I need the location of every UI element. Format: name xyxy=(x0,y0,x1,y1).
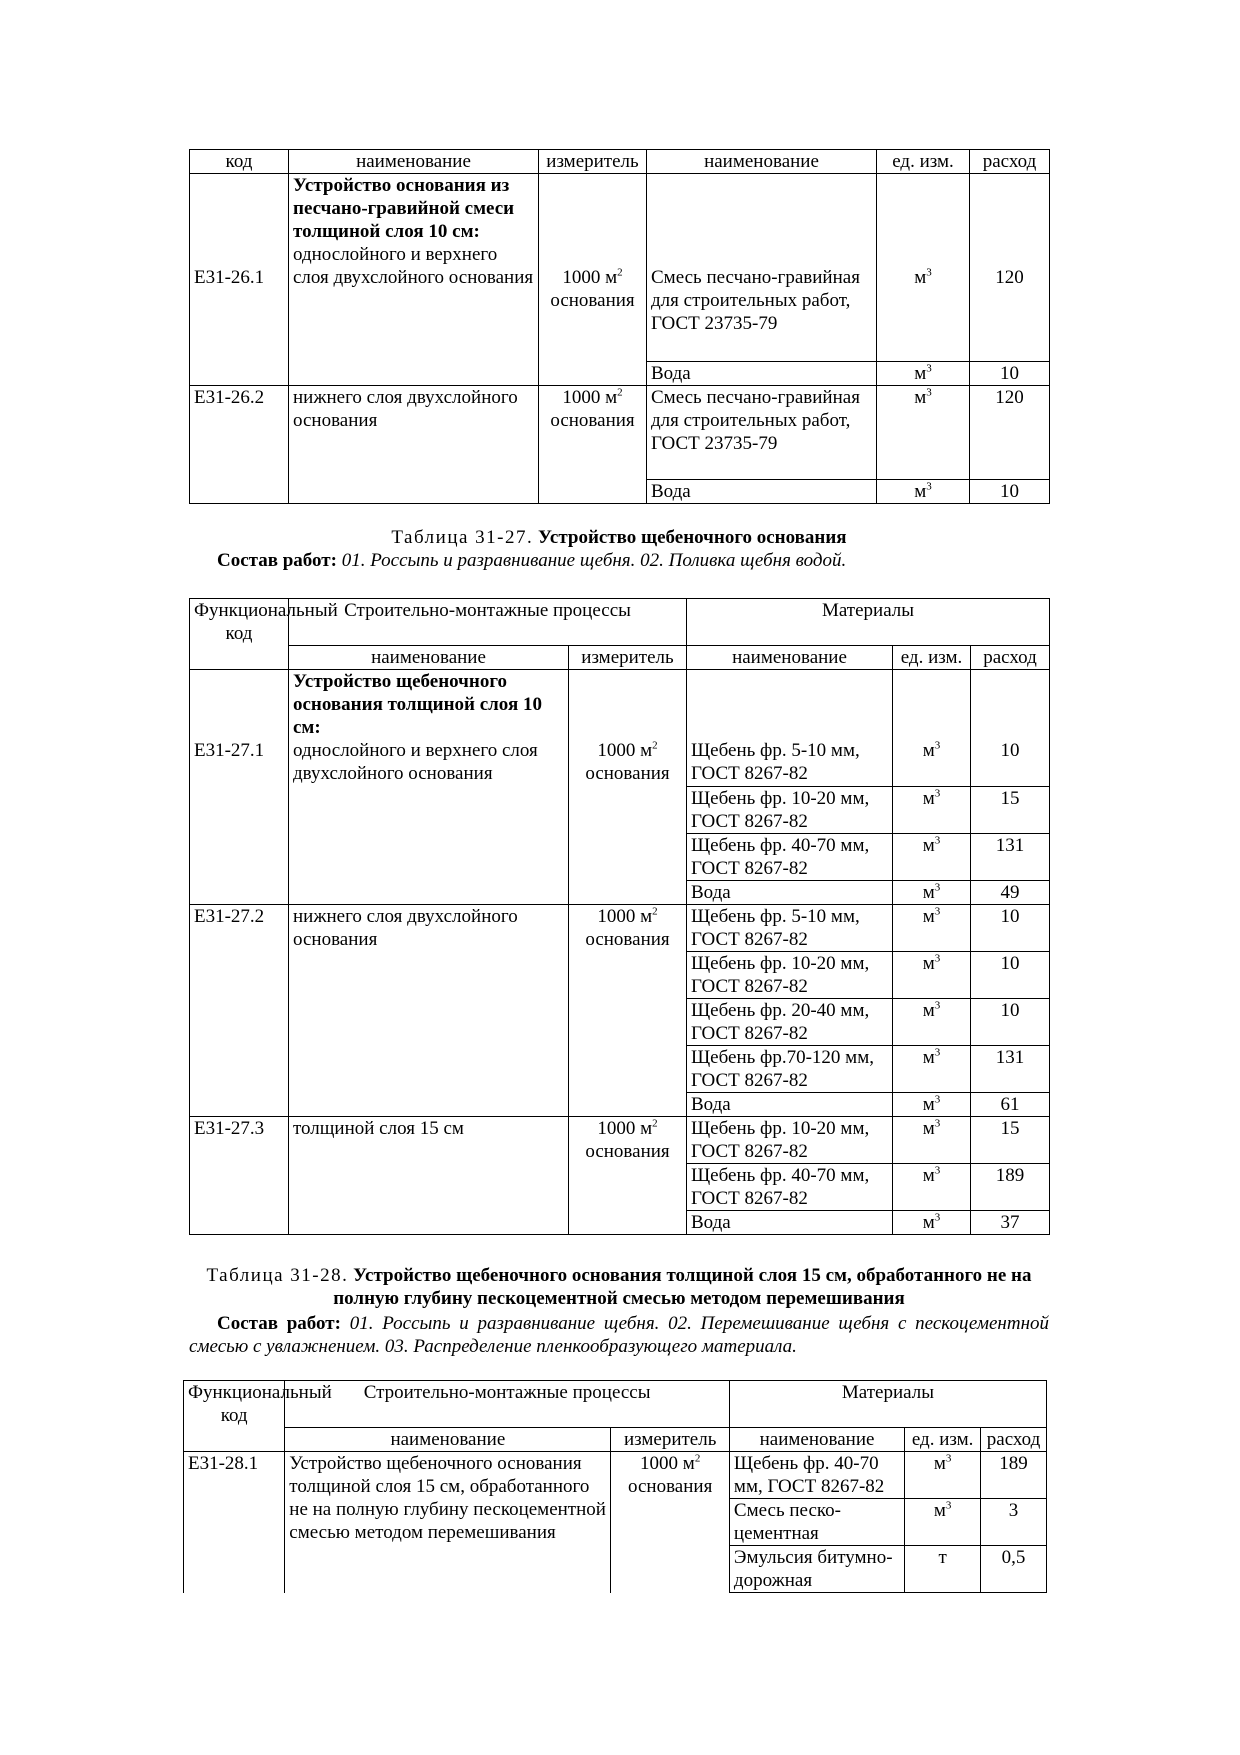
header-material-name: наименование xyxy=(647,150,877,174)
material-name: Щебень фр. 20-40 мм, ГОСТ 8267-82 xyxy=(687,999,893,1046)
material-qty: 37 xyxy=(971,1211,1050,1235)
caption-title: Устройство щебеночного основания толщиной слоя 15 см, обработанного не на полную глубину пескоцементной смесью методом перемешивания xyxy=(333,1265,1032,1309)
row-code: Е31-27.2 xyxy=(190,905,289,1117)
table-31-27 xyxy=(189,598,1050,1235)
header-code: код xyxy=(190,150,289,174)
material-unit: $м^3$ xyxy=(893,952,971,999)
caption-prefix: Таблица 31-28. xyxy=(206,1265,349,1286)
header-unit: ед. изм. xyxy=(893,646,971,670)
row-measure: 1000 $м^2$ основания xyxy=(569,670,687,905)
material-qty: 0,5 xyxy=(981,1546,1047,1593)
material-name: Щебень фр. 10-20 мм, ГОСТ 8267-82 xyxy=(687,952,893,999)
table-31-28 xyxy=(183,1380,1047,1593)
material-qty: 10 xyxy=(971,905,1050,952)
header-process-name: наименование xyxy=(285,1428,611,1452)
row-code: Е31-27.3 xyxy=(190,1117,289,1235)
table-31-27-caption xyxy=(189,526,1049,549)
row-measure: 1000 $м^2$ основания xyxy=(539,174,647,386)
composition-line xyxy=(189,1312,1049,1358)
row-measure: 1000 $м^2$ основания xyxy=(539,386,647,504)
header-material-name: наименование xyxy=(729,1428,904,1452)
material-qty: 61 xyxy=(971,1093,1050,1117)
header-unit: ед. изм. xyxy=(877,150,970,174)
material-unit: $м^3$ xyxy=(877,174,970,362)
material-name: Эмульсия битумно-дорожная xyxy=(729,1546,904,1593)
row-measure: 1000 $м^2$ основания xyxy=(569,905,687,1117)
material-unit: $м^3$ xyxy=(893,999,971,1046)
row-code: Е31-26.2 xyxy=(190,386,289,504)
material-name: Щебень фр.70-120 мм, ГОСТ 8267-82 xyxy=(687,1046,893,1093)
material-name: Щебень фр. 5-10 мм, ГОСТ 8267-82 xyxy=(687,905,893,952)
material-qty: 131 xyxy=(971,1046,1050,1093)
material-unit: $м^3$ xyxy=(893,834,971,881)
material-unit: $м^3$ xyxy=(893,1117,971,1164)
material-qty: 10 xyxy=(970,362,1050,386)
material-qty: 49 xyxy=(971,881,1050,905)
section-title: Устройство щебеночного основания толщиной слоя 10 см: xyxy=(293,671,542,738)
material-qty: 10 xyxy=(971,999,1050,1046)
material-qty: 10 xyxy=(971,670,1050,787)
material-qty: 3 xyxy=(981,1499,1047,1546)
row-description xyxy=(289,174,539,386)
description-text: однослойного и верхнего слоя двухслойного основания xyxy=(293,244,534,288)
caption-prefix: Таблица 31-27. xyxy=(391,527,534,548)
material-qty: 15 xyxy=(971,1117,1050,1164)
row-description: Устройство щебеночного основания толщиной слоя 15 см, обработанного не на полную глубину пескоцементной смесью методом перемешивания xyxy=(285,1452,611,1593)
material-unit: $м^3$ xyxy=(893,787,971,834)
material-unit: $м^3$ xyxy=(893,1164,971,1211)
material-unit: $м^3$ xyxy=(893,1211,971,1235)
header-process-name: наименование xyxy=(289,150,539,174)
header-functional-code: Функциональный код xyxy=(184,1381,285,1452)
header-process-name: наименование xyxy=(289,646,569,670)
material-unit: $м^3$ xyxy=(877,386,970,480)
material-unit: $м^3$ xyxy=(877,480,970,504)
material-unit: $м^3$ xyxy=(905,1499,981,1546)
material-name: Щебень фр. 10-20 мм, ГОСТ 8267-82 xyxy=(687,1117,893,1164)
material-qty: 120 xyxy=(970,174,1050,362)
material-name: Щебень фр. 5-10 мм, ГОСТ 8267-82 xyxy=(687,670,893,787)
section-title: Устройство основания из песчано-гравийной смеси толщиной слоя 10 см: xyxy=(293,175,515,242)
header-materials: Материалы xyxy=(729,1381,1046,1428)
header-materials: Материалы xyxy=(687,599,1050,646)
material-name: Вода xyxy=(647,480,877,504)
composition-label: Состав работ: xyxy=(217,550,337,571)
header-consumption: расход xyxy=(971,646,1050,670)
material-qty: 189 xyxy=(981,1452,1047,1499)
material-name: Вода xyxy=(687,881,893,905)
material-unit: $м^3$ xyxy=(877,362,970,386)
material-unit: $м^3$ xyxy=(893,905,971,952)
material-name: Щебень фр. 40-70 мм, ГОСТ 8267-82 xyxy=(729,1452,904,1499)
row-description: нижнего слоя двухслойного основания xyxy=(289,386,539,504)
material-name: Вода xyxy=(647,362,877,386)
material-name: Щебень фр. 40-70 мм, ГОСТ 8267-82 xyxy=(687,1164,893,1211)
material-qty: 15 xyxy=(971,787,1050,834)
header-measure: измеритель xyxy=(611,1428,730,1452)
material-unit: $м^3$ xyxy=(893,1093,971,1117)
table-31-26 xyxy=(189,149,1050,504)
composition-label: Состав работ: xyxy=(217,1313,341,1334)
material-name: Вода xyxy=(687,1211,893,1235)
row-code: Е31-27.1 xyxy=(190,670,289,905)
table-31-28-caption xyxy=(189,1264,1049,1310)
header-processes: Строительно-монтажные процессы xyxy=(289,599,687,646)
material-qty: 189 xyxy=(971,1164,1050,1211)
header-consumption: расход xyxy=(970,150,1050,174)
row-code: Е31-26.1 xyxy=(190,174,289,386)
material-name: Смесь песчано-гравийная для строительных работ, ГОСТ 23735-79 xyxy=(647,174,877,362)
material-qty: 10 xyxy=(971,952,1050,999)
row-measure: 1000 $м^2$ основания xyxy=(611,1452,730,1593)
header-processes: Строительно-монтажные процессы xyxy=(285,1381,730,1428)
composition-text: 01. Россыпь и разравнивание щебня. 02. Поливка щебня водой. xyxy=(341,550,847,571)
header-consumption: расход xyxy=(981,1428,1047,1452)
row-description: толщиной слоя 15 см xyxy=(289,1117,569,1235)
material-name: Смесь песко-цементная xyxy=(729,1499,904,1546)
material-qty: 120 xyxy=(970,386,1050,480)
header-material-name: наименование xyxy=(687,646,893,670)
composition-line xyxy=(217,549,1057,572)
material-unit: $м^3$ xyxy=(893,1046,971,1093)
header-measure: измеритель xyxy=(569,646,687,670)
composition-text: 01. Россыпь и разравнивание щебня. 02. Перемешивание щебня с пескоцементной смесью с увлажнением. 03. Распределение пленкообразующего материала. xyxy=(189,1313,1050,1357)
header-functional-code: Функциональный код xyxy=(190,599,289,670)
material-name: Щебень фр. 40-70 мм, ГОСТ 8267-82 xyxy=(687,834,893,881)
row-code: Е31-28.1 xyxy=(184,1452,285,1593)
row-description: нижнего слоя двухслойного основания xyxy=(289,905,569,1117)
material-unit: т xyxy=(905,1546,981,1593)
material-unit: $м^3$ xyxy=(893,670,971,787)
material-qty: 10 xyxy=(970,480,1050,504)
header-measure: измеритель xyxy=(539,150,647,174)
material-name: Смесь песчано-гравийная для строительных работ, ГОСТ 23735-79 xyxy=(647,386,877,480)
row-measure: 1000 $м^2$ основания xyxy=(569,1117,687,1235)
caption-title: Устройство щебеночного основания xyxy=(538,527,847,548)
header-unit: ед. изм. xyxy=(905,1428,981,1452)
material-qty: 131 xyxy=(971,834,1050,881)
material-unit: $м^3$ xyxy=(893,881,971,905)
row-description xyxy=(289,670,569,905)
material-unit: $м^3$ xyxy=(905,1452,981,1499)
material-name: Щебень фр. 10-20 мм, ГОСТ 8267-82 xyxy=(687,787,893,834)
description-text: однослойного и верхнего слоя двухслойного основания xyxy=(293,740,538,784)
material-name: Вода xyxy=(687,1093,893,1117)
